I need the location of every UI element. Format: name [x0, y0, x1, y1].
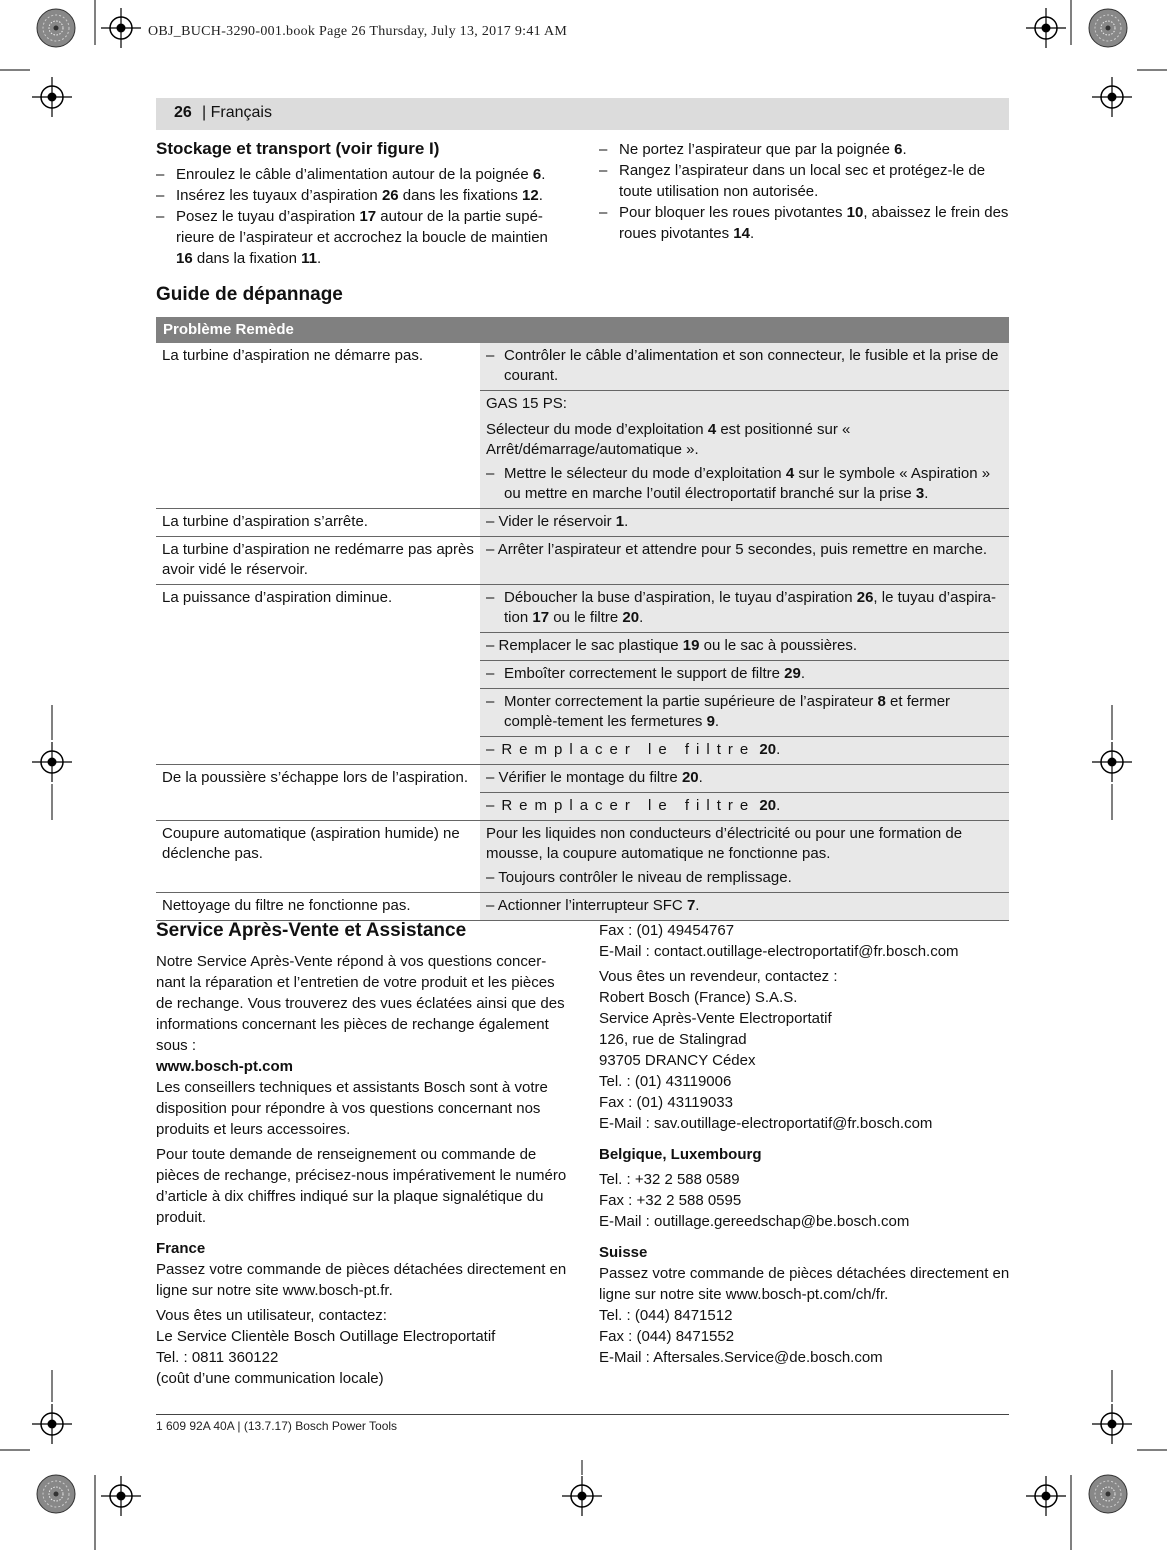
remedy-cell: Pour les liquides non conducteurs d’électricité ou pour une formation de mousse, la coupure automatique ne fonctionne pas. – Toujours contrôler le niveau de remplissage. — [480, 821, 1009, 893]
storage-right-list — [599, 139, 1009, 244]
guide-title: Guide de dépannage — [156, 284, 343, 305]
storage-title: Stockage et transport (voir figure I) — [156, 139, 440, 158]
list-item: – Enroulez le câble d’alimentation autour de la poignée 6. — [156, 166, 546, 183]
belgium-fax: Fax : +32 2 588 0595 — [599, 1192, 742, 1209]
problem-cell: De la poussière s’échappe lors de l’aspiration. — [156, 765, 480, 821]
remedy-cell: – Déboucher la buse d’aspiration, le tuyau d’aspiration 26, le tuyau d’aspira-tion 17 ou le filtre 20. — [480, 585, 1009, 633]
france-order: Passez votre commande de pièces détachées directement en ligne sur notre site www.bosch-pt.fr. — [156, 1261, 567, 1299]
service-title: Service Après-Vente et Assistance — [156, 920, 467, 941]
language-label: | Français — [202, 104, 272, 121]
table-row — [156, 893, 1009, 921]
print-slug: OBJ_BUCH-3290-001.book Page 26 Thursday, July 13, 2017 9:41 AM — [148, 24, 568, 39]
problem-cell: Coupure automatique (aspiration humide) ne déclenche pas. — [156, 821, 480, 893]
belgium-tel: Tel. : +32 2 588 0589 — [599, 1171, 740, 1188]
table-row — [156, 509, 1009, 537]
list-item: – Posez le tuyau d’aspiration 17 autour de la partie supé-rieure de l’aspirateur et accrochez la boucle de maintien 16 dans la fixation 11. — [156, 208, 548, 267]
table-row — [156, 585, 1009, 633]
page-footer: 1 609 92A 40A | (13.7.17) Bosch Power Tools — [156, 1419, 398, 1433]
service-left-column — [156, 951, 568, 1389]
problem-cell: La puissance d’aspiration diminue. — [156, 585, 480, 765]
service-right-column — [599, 920, 1011, 1368]
page-number: 26 — [174, 104, 192, 121]
switzerland-title: Suisse — [599, 1244, 648, 1261]
table-row — [156, 343, 1009, 391]
france-user-tel: Tel. : 0811 360122 — [156, 1349, 279, 1366]
remedy-cell: – Vérifier le montage du filtre 20. — [480, 765, 1009, 793]
list-item: – Rangez l’aspirateur dans un local sec et protégez-le de toute utilisation non autorisée. — [599, 162, 986, 200]
dealer-tel: Tel. : (01) 43119006 — [599, 1073, 732, 1090]
remedy-cell: – Monter correctement la partie supérieure de l’aspirateur 8 et fermer complè-tement les fermetures 9. — [480, 689, 1009, 737]
dealer-city: 93705 DRANCY Cédex — [599, 1052, 756, 1069]
problem-cell: La turbine d’aspiration ne redémarre pas après avoir vidé le réservoir. — [156, 537, 480, 585]
remedy-cell: – Emboîter correctement le support de filtre 29. — [480, 661, 1009, 689]
remedy-cell: –Remplacer le filtre 20. — [480, 793, 1009, 821]
remedy-cell: –Remplacer le filtre 20. — [480, 737, 1009, 765]
remedy-cell: – Actionner l’interrupteur SFC 7. — [480, 893, 1009, 921]
dealer-name: Robert Bosch (France) S.A.S. — [599, 989, 798, 1006]
remedy-cell: – Arrêter l’aspirateur et attendre pour 5 secondes, puis remettre en marche. — [480, 537, 1009, 585]
table-row — [156, 821, 1009, 893]
belgium-title: Belgique, Luxembourg — [599, 1146, 762, 1163]
france-user-name: Le Service Clientèle Bosch Outillage Electroportatif — [156, 1328, 496, 1345]
dealer-street: 126, rue de Stalingrad — [599, 1031, 747, 1048]
belgium-email[interactable]: E-Mail : outillage.gereedschap@be.bosch.com — [599, 1213, 910, 1230]
page-header — [156, 98, 1009, 130]
dealer-fax: Fax : (01) 43119033 — [599, 1094, 733, 1111]
switzerland-fax: Fax : (044) 8471552 — [599, 1328, 735, 1345]
table-header: Problème Remède — [156, 317, 1009, 343]
troubleshooting-table — [156, 317, 1009, 921]
problem-cell: Nettoyage du filtre ne fonctionne pas. — [156, 893, 480, 921]
list-item: – Ne portez l’aspirateur que par la poignée 6. — [599, 141, 907, 158]
storage-left-list — [156, 164, 556, 269]
switzerland-email[interactable]: E-Mail : Aftersales.Service@de.bosch.com — [599, 1349, 883, 1366]
remedy-cell: – Vider le réservoir 1. — [480, 509, 1009, 537]
dealer-email[interactable]: E-Mail : sav.outillage-electroportatif@fr.bosch.com — [599, 1115, 933, 1132]
switzerland-order: Passez votre commande de pièces détachées directement en ligne sur notre site www.bosch-pt.com/ch/fr. — [599, 1265, 1010, 1303]
dealer-intro: Vous êtes un revendeur, contactez : — [599, 968, 838, 985]
website-link[interactable]: www.bosch-pt.com — [156, 1058, 293, 1075]
list-item: – Pour bloquer les roues pivotantes 10, abaissez le frein des roues pivotantes 14. — [599, 204, 1009, 242]
switzerland-tel: Tel. : (044) 8471512 — [599, 1307, 733, 1324]
service-intro: Notre Service Après-Vente répond à vos questions concer-nant la réparation et l’entretien de votre produit et les pièces de rechange. Vous trouverez des vues éclatées ainsi que des informations concernant les pièces de rechange également sous : — [156, 953, 565, 1054]
remedy-cell: GAS 15 PS: Sélecteur du mode d’exploitation 4 est positionné sur « Arrêt/démarrage/automatique ». – Mettre le sélecteur du mode d’exploitation 4 sur le symbole « Aspiration » ou mettre en marche l’outil électroportatif branché sur la prise 3. — [480, 391, 1009, 509]
dealer-dept: Service Après-Vente Electroportatif — [599, 1010, 832, 1027]
table-row — [156, 537, 1009, 585]
france-email[interactable]: E-Mail : contact.outillage-electroportatif@fr.bosch.com — [599, 943, 959, 960]
service-advisors: Les conseillers techniques et assistants Bosch sont à votre disposition pour répondre à vos questions concernant nos produits et leurs accessoires. — [156, 1079, 548, 1138]
france-fax: Fax : (01) 49454767 — [599, 922, 735, 939]
france-user-cost: (coût d’une communication locale) — [156, 1370, 384, 1387]
france-user: Vous êtes un utilisateur, contactez: — [156, 1307, 387, 1324]
footer-divider — [156, 1414, 1009, 1415]
list-item: – Insérez les tuyaux d’aspiration 26 dans les fixations 12. — [156, 187, 543, 204]
table-row — [156, 765, 1009, 793]
france-title: France — [156, 1240, 206, 1257]
problem-cell: La turbine d’aspiration s’arrête. — [156, 509, 480, 537]
problem-cell: La turbine d’aspiration ne démarre pas. — [156, 343, 480, 509]
remedy-cell: – Contrôler le câble d’alimentation et son connecteur, le fusible et la prise de courant. — [480, 343, 1009, 391]
remedy-cell: – Remplacer le sac plastique 19 ou le sac à poussières. — [480, 633, 1009, 661]
service-order-info: Pour toute demande de renseignement ou commande de pièces de rechange, précisez-nous impérativement le numéro d’article à dix chiffres indiqué sur la plaque signalétique du produit. — [156, 1146, 567, 1226]
